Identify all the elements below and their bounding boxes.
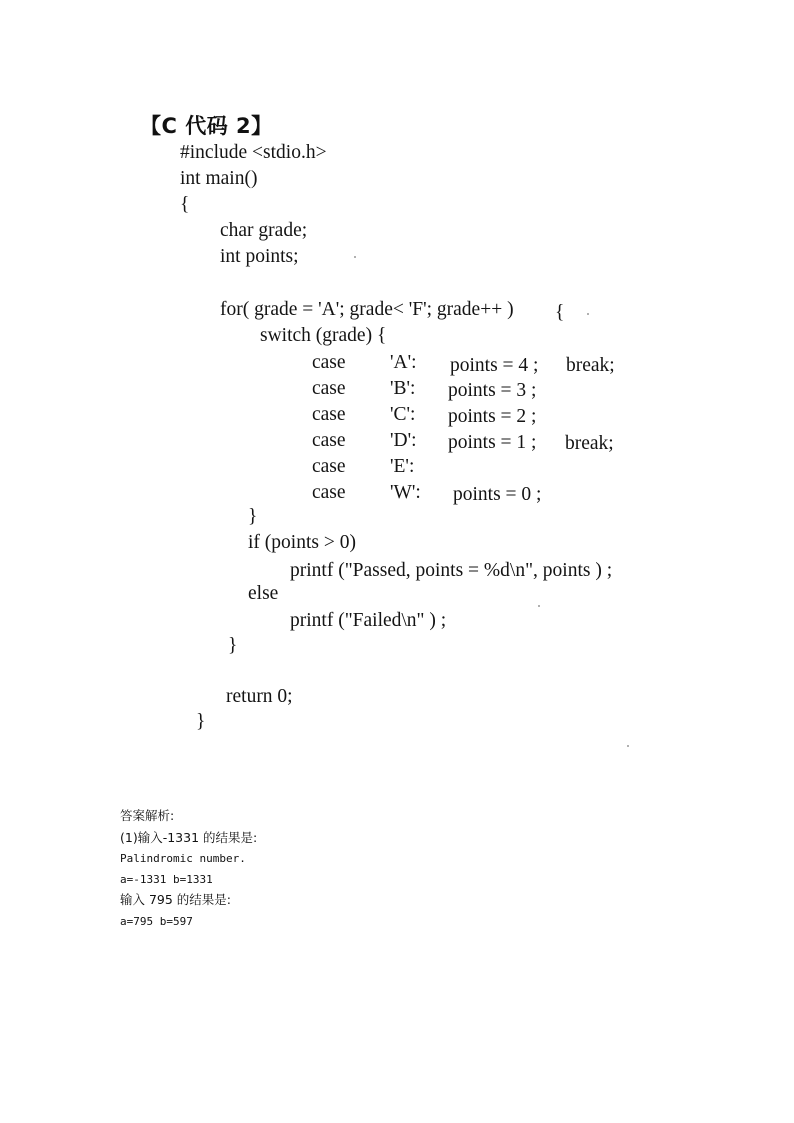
case-keyword: case: [312, 482, 346, 503]
code-line-decl-points: int points;: [220, 246, 299, 267]
code-line-switch-head: switch (grade) {: [260, 325, 387, 346]
code-line-return: return 0;: [226, 686, 293, 707]
case-keyword: case: [312, 352, 346, 373]
case-statement: points = 4 ;: [450, 355, 539, 376]
case-label: 'A':: [390, 352, 417, 373]
code-line-switch-close: }: [248, 506, 258, 527]
case-keyword: case: [312, 378, 346, 399]
code-line-else: else: [248, 583, 279, 604]
case-keyword: case: [312, 430, 346, 451]
case-statement: points = 1 ;: [448, 432, 537, 453]
answer-title: 答案解析:: [120, 808, 175, 823]
scan-speck: [538, 605, 540, 607]
case-label: 'W':: [390, 482, 421, 503]
scan-speck: [627, 745, 629, 747]
case-label: 'D':: [390, 430, 417, 451]
case-statement: points = 0 ;: [453, 484, 542, 505]
scan-speck: [587, 313, 589, 315]
code-line-printf-passed: printf ("Passed, points = %d\n", points ) ;: [290, 560, 613, 581]
code-line-main-signature: int main(): [180, 168, 258, 189]
case-label: 'E':: [390, 456, 415, 477]
code-line-printf-failed: printf ("Failed\n" ) ;: [290, 610, 447, 631]
code-line-if-head: if (points > 0): [248, 532, 356, 553]
answer-line-4: 输入 795 的结果是:: [120, 892, 232, 907]
code-line-for-open-brace: {: [555, 302, 565, 323]
case-break: break;: [565, 433, 614, 454]
code-line-open-brace: {: [180, 194, 190, 215]
code-line-for-close: }: [228, 635, 238, 656]
code-line-for-head: for( grade = 'A'; grade< 'F'; grade++ ): [220, 299, 514, 320]
case-statement: points = 2 ;: [448, 406, 537, 427]
code-line-decl-grade: char grade;: [220, 220, 308, 241]
answer-line-2: Palindromic number.: [120, 852, 246, 865]
answer-line-1: (1)输入-1331 的结果是:: [120, 830, 258, 845]
code-line-close-main: }: [196, 711, 206, 732]
case-keyword: case: [312, 404, 346, 425]
case-label: 'C':: [390, 404, 416, 425]
case-keyword: case: [312, 456, 346, 477]
answer-line-5: a=795 b=597: [120, 915, 193, 928]
code-line-include: #include <stdio.h>: [180, 142, 327, 163]
case-break: break;: [566, 355, 615, 376]
case-label: 'B':: [390, 378, 416, 399]
answer-line-3: a=-1331 b=1331: [120, 873, 213, 886]
case-statement: points = 3 ;: [448, 380, 537, 401]
scan-speck: [354, 256, 356, 258]
code-heading: 【C 代码 2】: [140, 114, 273, 138]
